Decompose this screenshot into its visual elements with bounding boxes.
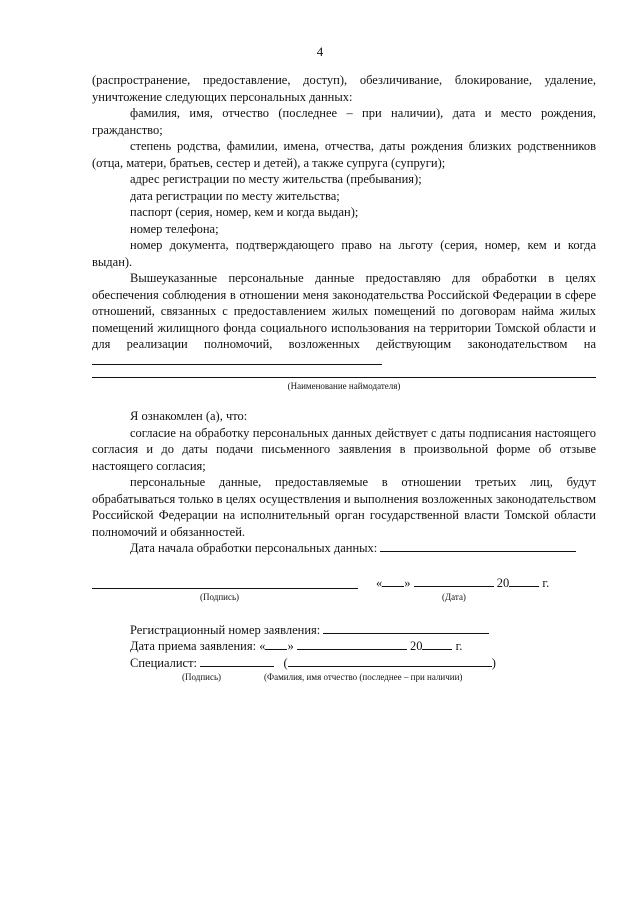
year-suffix: г.: [542, 575, 550, 590]
processing-start-date-field[interactable]: [380, 540, 576, 552]
list-item-benefit-document: номер документа, подтверждающего право на льготу (серия, номер, кем и когда выдан).: [92, 238, 596, 269]
specialist-captions: [130, 672, 596, 684]
applicant-signature-field[interactable]: [92, 577, 358, 589]
close-quote: »: [287, 639, 294, 653]
acknowledged-heading: Я ознакомлен (а), что:: [130, 409, 248, 423]
open-quote: «: [259, 639, 266, 653]
landlord-caption: (Наименование наймодателя): [287, 381, 401, 391]
purpose-paragraph: [92, 270, 596, 369]
list-item-passport: паспорт (серия, номер, кем и когда выдан);: [130, 205, 359, 219]
list-item-full-name: фамилия, имя, отчество (последнее – при наличии), дата и место рождения, гражданство;: [92, 106, 596, 137]
applicant-date-field: [376, 575, 549, 592]
received-date-line: [130, 638, 596, 655]
landlord-name-field-continuation[interactable]: [92, 369, 596, 378]
list-item-address: адрес регистрации по месту жительства (пребывания);: [130, 172, 422, 186]
specialist-name-caption: (Фамилия, имя отчество (последнее – при наличии): [264, 672, 463, 682]
processing-start-label: Дата начала обработки персональных данных:: [130, 541, 378, 555]
document-body: [92, 72, 596, 684]
received-day-field[interactable]: [265, 638, 287, 650]
close-quote: »: [404, 575, 411, 590]
specialist-signature-caption: (Подпись): [182, 672, 222, 682]
applicant-month-field[interactable]: [414, 575, 494, 587]
landlord-name-field[interactable]: [92, 353, 382, 365]
received-date-label: Дата приема заявления:: [130, 639, 257, 653]
list-item-phone: номер телефона;: [130, 221, 219, 236]
applicant-date-caption: (Дата): [442, 591, 466, 602]
list-intro: (распространение, предоставление, доступ), обезличивание, блокирование, удаление, уничтожение следующих персональных данных:: [92, 73, 596, 104]
specialist-signature-field[interactable]: [200, 655, 274, 667]
reg-number-field[interactable]: [323, 622, 489, 634]
list-item-registration-date: дата регистрации по месту жительства;: [130, 188, 340, 203]
specialist-line: [130, 655, 596, 672]
year-prefix: 20: [496, 575, 510, 590]
signature-row: [92, 575, 596, 592]
paren-close: ): [491, 655, 496, 670]
processing-start-line: [92, 540, 596, 557]
page-number: 4: [316, 44, 324, 59]
specialist-label: Специалист:: [130, 655, 198, 670]
reg-number-label: Регистрационный номер заявления:: [130, 622, 321, 637]
received-month-field[interactable]: [297, 638, 407, 650]
specialist-name-field[interactable]: [288, 655, 492, 667]
received-year-field[interactable]: [422, 638, 452, 650]
registration-block: [92, 622, 596, 685]
paren-open: (: [283, 655, 288, 670]
acknowledged-item-validity: согласие на обработку персональных данных действует с даты подписания настоящего согласия и до даты подачи письменного заявления в произвольной форме об отзыве настоящего согласия;: [92, 425, 596, 473]
purpose-text: Вышеуказанные персональные данные предоставляю для обработки в целях обеспечения соблюдения в отношении меня законодательства Российской Федерации в сфере отношений, связанных с предоставлением жилых помещений по договорам найма жилых помещений жилищного фонда социального использования на территории Томской области и для реализации полномочий, возложенных действующим законодательством на: [92, 271, 596, 351]
year-prefix: 20: [409, 639, 423, 653]
registration-number-line: [130, 622, 596, 639]
applicant-year-field[interactable]: [509, 575, 539, 587]
open-quote: «: [376, 575, 383, 590]
applicant-signature-caption: (Подпись): [200, 591, 240, 602]
signature-captions: [92, 592, 596, 604]
applicant-day-field[interactable]: [382, 575, 404, 587]
year-suffix: г.: [455, 639, 463, 653]
list-item-relatives: степень родства, фамилии, имена, отчества, даты рождения близких родственников (отца, матери, братьев, сестер и детей), а также супруга (супруги);: [92, 139, 596, 170]
acknowledged-item-third-parties: персональные данные, предоставляемые в отношении третьих лиц, будут обрабатываться только в целях осуществления и выполнения возложенных законодательством Российской Федерации на исполнительный орган государственной власти Томской области полномочий и обязанностей.: [92, 475, 596, 539]
